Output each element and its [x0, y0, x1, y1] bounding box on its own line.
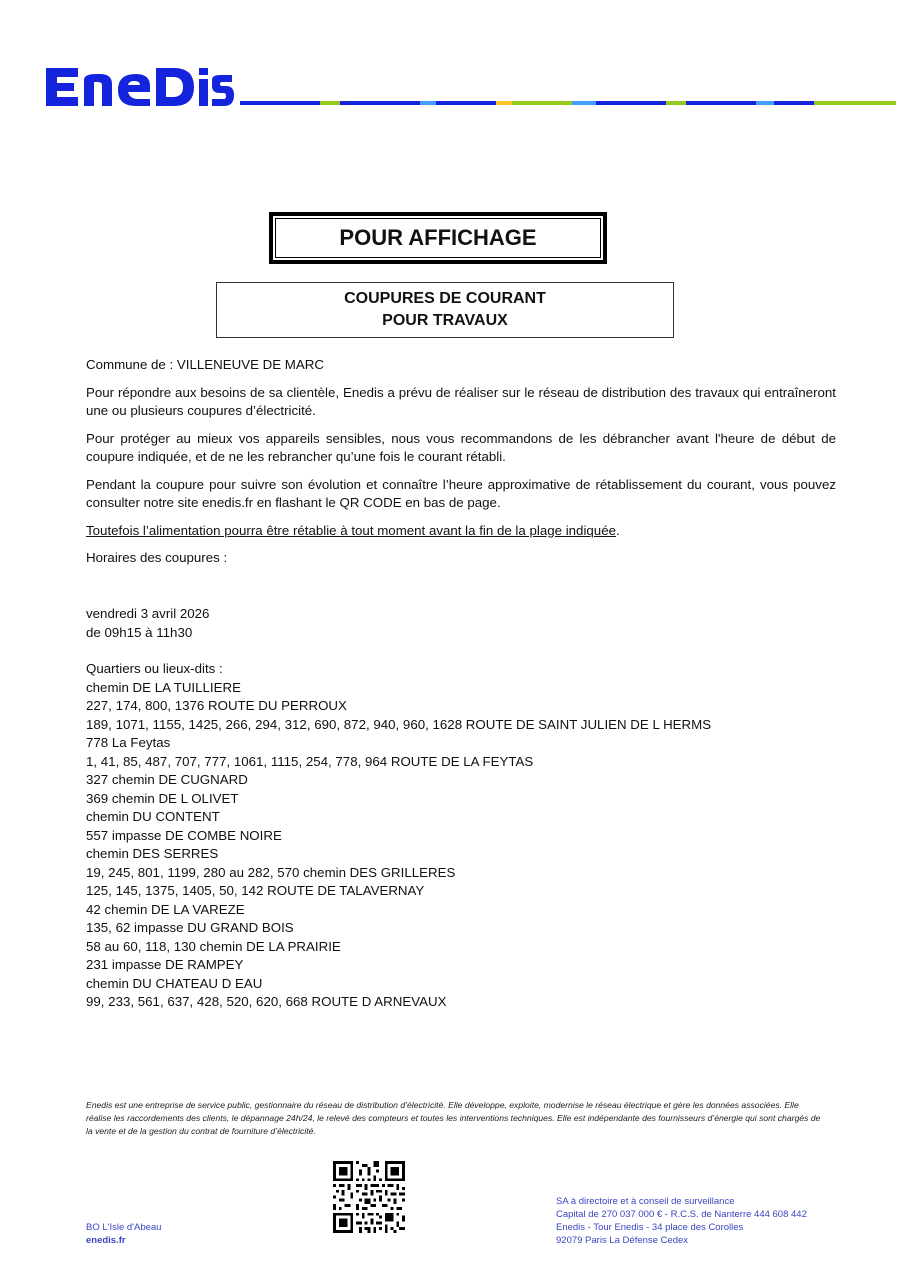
- legal-info: [556, 1195, 807, 1247]
- schedule-date: vendredi 3 avril 2026: [86, 606, 210, 621]
- list-item: 189, 1071, 1155, 1425, 266, 294, 312, 690, 872, 940, 960, 1628 ROUTE DE SAINT JULIEN DE L HERMS: [86, 716, 712, 732]
- list-item: 19, 245, 801, 1199, 280 au 282, 570 chemin DES GRILLERES: [86, 864, 456, 880]
- footer-contact: [86, 1221, 161, 1247]
- list-item: 125, 145, 1375, 1405, 50, 142 ROUTE DE TALAVERNAY: [86, 883, 425, 898]
- list-item: 557 impasse DE COMBE NOIRE: [86, 827, 282, 843]
- site-link[interactable]: enedis.fr: [86, 1235, 126, 1246]
- brand-stripe: [240, 101, 896, 105]
- notice-body: [86, 356, 836, 577]
- places-label: Quartiers ou lieux-dits :: [86, 661, 223, 676]
- legal-line: SA à directoire et à conseil de surveillance: [556, 1196, 735, 1207]
- list-item: 1, 41, 85, 487, 707, 777, 1061, 1115, 254, 778, 964 ROUTE DE LA FEYTAS: [86, 753, 534, 769]
- list-item: chemin DE LA TUILLIERE: [86, 679, 241, 695]
- legal-line: Capital de 270 037 000 € - R.C.S. de Nanterre 444 608 442: [556, 1209, 807, 1220]
- schedule-time: de 09h15 à 11h30: [86, 624, 193, 640]
- footer-disclaimer: Enedis est une entreprise de service public, gestionnaire du réseau de distribution d’électricité. Elle développe, exploite, modernise le réseau électrique et gère les données associées. Elle réalise les raccordements des clients, le dépannage 24h/24, le relevé des compteurs et toutes les interventions techniques. Elle est indépendante des fournisseurs d’énergie qui sont chargés de la vente et de la gestion du contrat de fourniture d’électricité.: [86, 1100, 821, 1136]
- list-item: 99, 233, 561, 637, 428, 520, 620, 668 ROUTE D ARNEVAUX: [86, 994, 447, 1009]
- commune-line: Commune de : VILLENEUVE DE MARC: [86, 357, 324, 372]
- coupures-title-line1: COUPURES DE COURANT: [344, 290, 546, 307]
- bo-location: BO L'Isle d'Abeau: [86, 1222, 162, 1233]
- list-item: chemin DU CHATEAU D EAU: [86, 975, 263, 991]
- list-item: 231 impasse DE RAMPEY: [86, 957, 244, 972]
- list-item: chemin DES SERRES: [86, 846, 219, 861]
- paragraph-1: Pour répondre aux besoins de sa clientèle, Enedis a prévu de réaliser sur le réseau de distribution des travaux qui entraîneront une ou plusieurs coupures d’électricité.: [86, 384, 836, 418]
- places-list: [86, 660, 711, 1012]
- list-item: 778 La Feytas: [86, 735, 171, 750]
- coupures-title-box: [216, 282, 674, 338]
- list-item: 327 chemin DE CUGNARD: [86, 772, 248, 787]
- affichage-title: POUR AFFICHAGE: [275, 218, 601, 258]
- list-item: 58 au 60, 118, 130 chemin DE LA PRAIRIE: [86, 938, 341, 954]
- enedis-logo: [44, 64, 234, 110]
- list-item: chemin DU CONTENT: [86, 809, 220, 824]
- paragraph-3: Pendant la coupure pour suivre son évolution et connaître l’heure approximative de rétablissement du courant, vous pouvez consulter notre site enedis.fr en flashant le QR CODE en bas de page.: [86, 476, 836, 510]
- list-item: 369 chemin DE L OLIVET: [86, 790, 239, 806]
- legal-line: 92079 Paris La Défense Cedex: [556, 1235, 689, 1246]
- list-item: 42 chemin DE LA VAREZE: [86, 901, 245, 917]
- restore-warning-period: .: [616, 522, 620, 538]
- horaires-label: Horaires des coupures :: [86, 550, 228, 565]
- list-item: 227, 174, 800, 1376 ROUTE DU PERROUX: [86, 698, 347, 713]
- qr-code-icon[interactable]: [333, 1161, 405, 1233]
- legal-line: Enedis - Tour Enedis - 34 place des Corolles: [556, 1222, 744, 1233]
- coupures-title-line2: POUR TRAVAUX: [382, 312, 508, 329]
- paragraph-4: [86, 522, 836, 541]
- list-item: 135, 62 impasse DU GRAND BOIS: [86, 920, 294, 935]
- restore-warning: Toutefois l’alimentation pourra être rétablie à tout moment avant la fin de la plage indiquée: [86, 522, 616, 538]
- affichage-frame: [269, 212, 607, 264]
- paragraph-2: Pour protéger au mieux vos appareils sensibles, nous vous recommandons de les débrancher avant l'heure de début de coupure indiquée, et de ne les rebrancher qu’une fois le courant rétabli.: [86, 430, 836, 464]
- schedule: [86, 605, 209, 642]
